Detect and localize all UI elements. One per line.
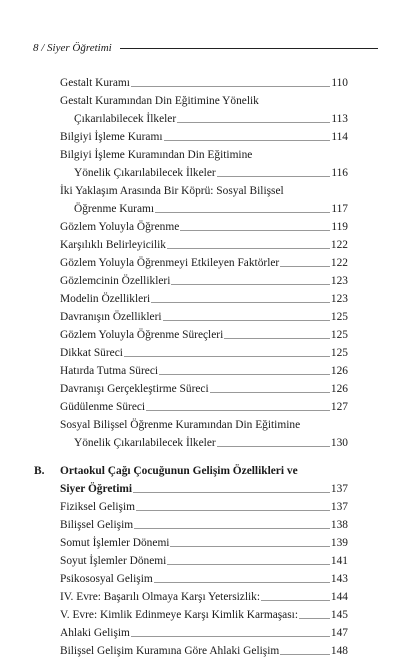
toc-entry-title: Somut İşlemler Dönemi xyxy=(60,537,170,549)
toc-entry xyxy=(60,236,348,254)
toc-entry-title: Dikkat Süreci xyxy=(60,347,123,359)
toc-entry-title: Gestalt Kuramından Din Eğitimine Yönelik xyxy=(60,95,259,107)
dot-leader xyxy=(280,654,330,655)
toc-entry-page: 137 xyxy=(330,483,348,495)
toc-entry-page: 130 xyxy=(330,437,348,449)
toc-entry-page: 126 xyxy=(330,383,348,395)
dot-leader xyxy=(155,212,330,213)
toc-entry xyxy=(60,624,348,642)
toc-entry-page: 114 xyxy=(331,131,348,143)
dot-leader xyxy=(180,230,330,231)
toc-entry-title: Davranışı Gerçekleştirme Süreci xyxy=(60,383,209,395)
toc-entry-page: 141 xyxy=(330,555,348,567)
dot-leader xyxy=(261,600,330,601)
toc-entry-title: Gözlem Yoluyla Öğrenme xyxy=(60,221,180,233)
running-header-text: 8 / Siyer Öğretimi xyxy=(33,42,112,54)
toc-entry-page: 147 xyxy=(330,627,348,639)
toc-entry xyxy=(60,398,348,416)
dot-leader xyxy=(146,410,330,411)
dot-leader xyxy=(163,320,330,321)
toc-entry-page: 125 xyxy=(330,329,348,341)
toc-entry-title: Bilişsel Gelişim Kuramına Göre Ahlaki Gelişim xyxy=(60,645,280,657)
toc-entry xyxy=(60,326,348,344)
toc-entry-title: Siyer Öğretimi xyxy=(60,483,133,495)
toc-entry-page: 139 xyxy=(330,537,348,549)
toc-entry-title: Psikososyal Gelişim xyxy=(60,573,153,585)
section-b-heading xyxy=(34,462,348,498)
toc-entry xyxy=(60,416,348,452)
toc-entry-page: 137 xyxy=(330,501,348,513)
dot-leader xyxy=(164,140,331,141)
toc-entry xyxy=(60,362,348,380)
toc-entry-title: Karşılıklı Belirleyicilik xyxy=(60,239,166,251)
toc-entry-page: 116 xyxy=(331,167,348,179)
header-rule xyxy=(120,48,378,49)
toc-entry-title: Yönelik Çıkarılabilecek İlkeler xyxy=(74,437,216,449)
section-gap xyxy=(60,452,348,462)
toc-entry-title: Bilgiyi İşleme Kuramından Din Eğitimine xyxy=(60,149,253,161)
dot-leader xyxy=(131,86,330,87)
dot-leader xyxy=(136,510,330,511)
toc-entry-page: 126 xyxy=(330,365,348,377)
dot-leader xyxy=(134,528,330,529)
toc-entry-title: V. Evre: Kimlik Edinmeye Karşı Kimlik Karmaşası: xyxy=(60,609,299,621)
dot-leader xyxy=(167,248,330,249)
toc-entry-page: 148 xyxy=(330,645,348,657)
toc-entry-page: 125 xyxy=(330,311,348,323)
toc-entry-title: Çıkarılabilecek İlkeler xyxy=(74,113,177,125)
toc-entry-page: 127 xyxy=(330,401,348,413)
toc-entry xyxy=(60,552,348,570)
toc-entry-title: Ahlaki Gelişim xyxy=(60,627,130,639)
dot-leader xyxy=(124,356,330,357)
dot-leader xyxy=(299,618,330,619)
toc-entry-title: IV. Evre: Başarılı Olmaya Karşı Yetersizlik: xyxy=(60,591,261,603)
toc-entry xyxy=(60,642,348,660)
toc-entry-page: 138 xyxy=(330,519,348,531)
dot-leader xyxy=(177,122,330,123)
toc-entry-page: 123 xyxy=(330,293,348,305)
toc-entry-page: 117 xyxy=(331,203,348,215)
toc-entry xyxy=(60,92,348,128)
toc-entry-title: Ortaokul Çağı Çocuğunun Gelişim Özellikleri ve xyxy=(60,465,298,477)
toc-entry xyxy=(60,272,348,290)
toc-entry-title: İki Yaklaşım Arasında Bir Köprü: Sosyal Bilişsel xyxy=(60,185,284,197)
dot-leader xyxy=(170,546,329,547)
toc-entry xyxy=(60,74,348,92)
dot-leader xyxy=(151,302,330,303)
toc-entry xyxy=(60,570,348,588)
toc-entry xyxy=(60,128,348,146)
dot-leader xyxy=(217,446,330,447)
dot-leader xyxy=(224,338,330,339)
toc-entry-title: Öğrenme Kuramı xyxy=(74,203,155,215)
table-of-contents xyxy=(34,74,348,660)
toc-entry-page: 123 xyxy=(330,275,348,287)
toc-entry-page: 122 xyxy=(330,257,348,269)
toc-entry-title: Modelin Özellikleri xyxy=(60,293,151,305)
dot-leader xyxy=(280,266,330,267)
toc-entry-title: Yönelik Çıkarılabilecek İlkeler xyxy=(74,167,216,179)
toc-entry-title: Gözlem Yoluyla Öğrenme Süreçleri xyxy=(60,329,224,341)
toc-entry xyxy=(60,606,348,624)
toc-entry xyxy=(60,380,348,398)
toc-entry-page: 125 xyxy=(330,347,348,359)
toc-entry xyxy=(60,462,348,498)
dot-leader xyxy=(167,564,330,565)
toc-entry xyxy=(60,344,348,362)
toc-entry xyxy=(60,146,348,182)
toc-entry xyxy=(60,290,348,308)
toc-entry-page: 113 xyxy=(331,113,348,125)
toc-entry-title: Davranışın Özellikleri xyxy=(60,311,162,323)
toc-entry-title: Gözlem Yoluyla Öğrenmeyi Etkileyen Faktörler xyxy=(60,257,280,269)
toc-entry-page: 145 xyxy=(330,609,348,621)
toc-entry xyxy=(60,534,348,552)
toc-entry-title: Fiziksel Gelişim xyxy=(60,501,135,513)
running-header xyxy=(33,41,378,55)
dot-leader xyxy=(154,582,330,583)
toc-entry-title: Hatırda Tutma Süreci xyxy=(60,365,159,377)
toc-entry xyxy=(60,498,348,516)
dot-leader xyxy=(217,176,331,177)
toc-entry xyxy=(60,182,348,218)
toc-entry-title: Güdülenme Süreci xyxy=(60,401,146,413)
toc-entry-page: 144 xyxy=(330,591,348,603)
toc-entry-page: 143 xyxy=(330,573,348,585)
section-marker: B. xyxy=(34,465,45,477)
toc-entry-title: Gözlemcinin Özellikleri xyxy=(60,275,171,287)
toc-entry xyxy=(60,588,348,606)
dot-leader xyxy=(159,374,330,375)
toc-entry xyxy=(60,516,348,534)
dot-leader xyxy=(131,636,330,637)
toc-entry-page: 119 xyxy=(331,221,348,233)
toc-entry xyxy=(60,308,348,326)
toc-entry-title: Soyut İşlemler Dönemi xyxy=(60,555,167,567)
toc-entry-title: Gestalt Kuramı xyxy=(60,77,130,89)
toc-entry-page: 122 xyxy=(330,239,348,251)
toc-entry-page: 110 xyxy=(331,77,348,89)
toc-entry-title: Bilgiyi İşleme Kuramı xyxy=(60,131,163,143)
toc-entry-title: Sosyal Bilişsel Öğrenme Kuramından Din Eğitimine xyxy=(60,419,301,431)
dot-leader xyxy=(133,492,330,493)
toc-entry xyxy=(60,254,348,272)
toc-entry-title: Bilişsel Gelişim xyxy=(60,519,134,531)
dot-leader xyxy=(171,284,330,285)
dot-leader xyxy=(210,392,330,393)
toc-entry xyxy=(60,218,348,236)
